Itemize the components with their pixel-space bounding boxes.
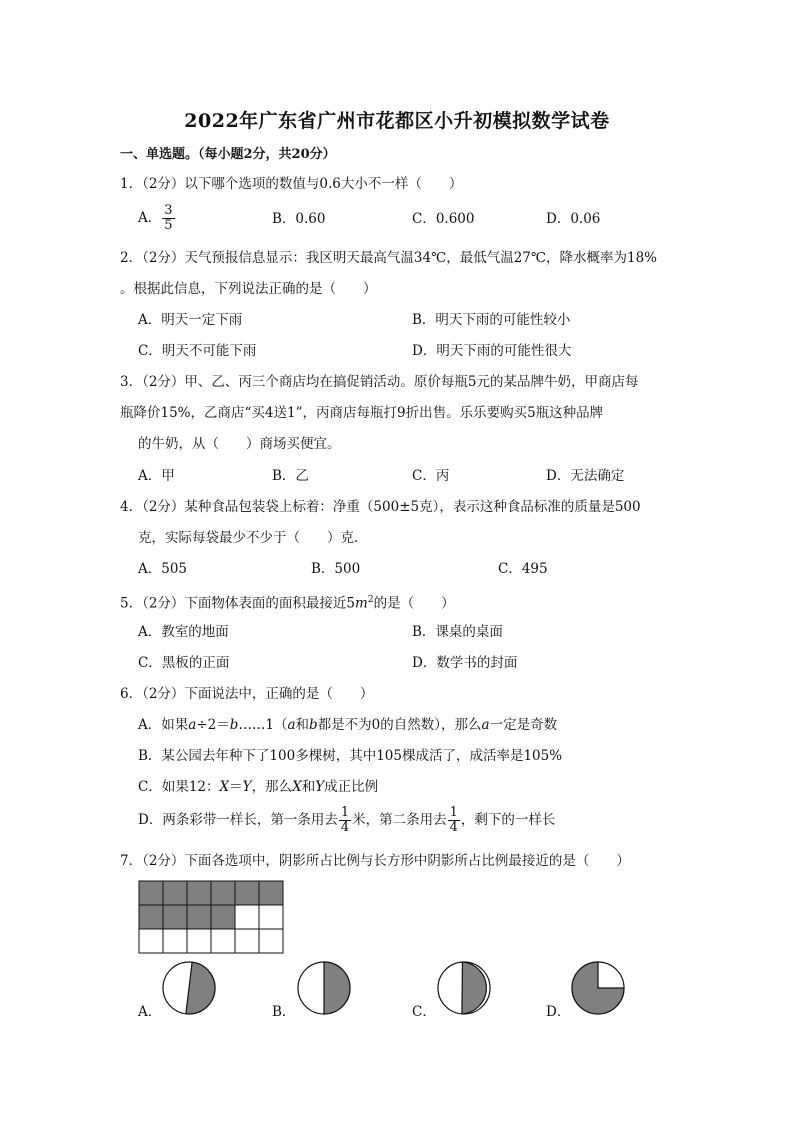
grid-cell-shaded — [163, 905, 187, 929]
grid-cell — [235, 905, 259, 929]
grid-cell — [139, 929, 163, 953]
grid-cell — [259, 905, 283, 929]
question-7-option-b[interactable]: B． — [272, 1004, 296, 1020]
shaded-rectangle-grid — [138, 880, 284, 954]
question-2-stem-cont: 。根据此信息，下列说法正确的是（ ） — [120, 281, 377, 297]
grid-cell-shaded — [163, 881, 187, 905]
pie-option-b[interactable] — [296, 960, 352, 1016]
grid-cell-shaded — [211, 881, 235, 905]
fraction: $\frac{3}{5}$ — [164, 203, 173, 233]
grid-cell — [187, 929, 211, 953]
grid-cell-shaded — [211, 905, 235, 929]
question-7-option-c[interactable]: C． — [412, 1004, 436, 1020]
pie-option-a[interactable] — [161, 960, 217, 1016]
grid-cell — [163, 929, 187, 953]
grid-cell-shaded — [259, 881, 283, 905]
question-1-option-a[interactable]: A． $\frac{3}{5}$ — [138, 203, 173, 233]
grid-cell — [235, 929, 259, 953]
grid-cell-shaded — [139, 905, 163, 929]
question-6-option-a[interactable]: A．如果a÷2＝b……1（a和b都是不为0的自然数），那么a一定是奇数 — [138, 717, 558, 733]
question-6-option-c[interactable]: C．如果12：X＝Y，那么X和Y成正比例 — [138, 779, 379, 795]
question-3-option-b[interactable]: B．乙 — [272, 468, 309, 484]
question-3-stem-cont2: 的牛奶，从（ ）商场买便宜。 — [138, 436, 341, 452]
question-1-option-b[interactable]: B．0.60 — [272, 211, 326, 227]
fraction: $\frac{1}{4}$ — [340, 805, 350, 835]
pie-option-c[interactable] — [436, 960, 492, 1016]
question-2-option-c[interactable]: C．明天不可能下雨 — [138, 343, 257, 359]
question-4-stem-cont: 克，实际每袋最少不少于（ ）克． — [138, 530, 368, 546]
grid-cell — [211, 929, 235, 953]
question-5-stem: 5．（2分）下面物体表面的面积最接近$5m^2$的是（ ） — [120, 595, 455, 612]
question-5-option-d[interactable]: D．数学书的封面 — [412, 655, 518, 671]
question-3-stem-cont: 瓶降价15%，乙商店“买4送1”，丙商店每瓶打9折出售。乐乐要购买5瓶这种品牌 — [120, 405, 604, 421]
page-title: 2022年广东省广州市花都区小升初模拟数学试卷 — [184, 110, 610, 132]
question-7-option-d[interactable]: D． — [546, 1004, 571, 1020]
question-3-stem: 3．（2分）甲、乙、丙三个商店均在搞促销活动。原价每瓶5元的某品牌牛奶，甲商店每 — [120, 374, 639, 390]
question-5-option-c[interactable]: C．黑板的正面 — [138, 655, 230, 671]
pie-shaded-sector — [324, 962, 350, 1014]
question-5-option-a[interactable]: A．教室的地面 — [138, 624, 229, 640]
question-7-stem: 7．（2分）下面各选项中，阴影所占比例与长方形中阴影所占比例最接近的是（ ） — [120, 853, 630, 869]
question-6-stem: 6．（2分）下面说法中，正确的是（ ） — [120, 686, 374, 702]
question-3-option-d[interactable]: D．无法确定 — [546, 468, 625, 484]
question-4-option-b[interactable]: B．500 — [311, 561, 361, 577]
grid-cell-shaded — [235, 881, 259, 905]
question-3-option-c[interactable]: C．丙 — [412, 468, 450, 484]
question-1-stem: 1．（2分）以下哪个选项的数值与0.6大小不一样（ ） — [120, 176, 463, 192]
question-6-option-b[interactable]: B．某公园去年种下了100多棵树，其中105棵成活了，成活率是105% — [138, 748, 563, 764]
question-7-option-a[interactable]: A． — [138, 1004, 162, 1020]
question-5-option-b[interactable]: B．课桌的桌面 — [412, 624, 503, 640]
pie-option-d[interactable] — [570, 960, 626, 1016]
section-heading: 一、单选题。（每小题2分，共20分） — [120, 147, 336, 162]
grid-cell-shaded — [139, 881, 163, 905]
fraction: $\frac{1}{4}$ — [449, 805, 458, 835]
question-2-stem: 2．（2分）天气预报信息显示：我区明天最高气温34℃，最低气温27℃，降水概率为18% — [120, 250, 657, 266]
question-6-option-d[interactable]: D．两条彩带一样长，第一条用去 $\frac{1}{4}$ 米，第二条用去 $\frac{1}{4}$ ，剩下的一样长 — [138, 805, 556, 835]
question-4-option-c[interactable]: C．495 — [498, 561, 548, 577]
question-1-option-c[interactable]: C．0.600 — [412, 211, 475, 227]
question-2-option-b[interactable]: B．明天下雨的可能性较小 — [412, 312, 571, 328]
question-4-option-a[interactable]: A．505 — [138, 561, 188, 577]
question-3-option-a[interactable]: A．甲 — [138, 468, 175, 484]
question-2-option-a[interactable]: A．明天一定下雨 — [138, 312, 243, 328]
question-1-option-d[interactable]: D．0.06 — [546, 211, 601, 227]
question-2-option-d[interactable]: D．明天下雨的可能性很大 — [412, 343, 572, 359]
question-4-stem: 4．（2分）某种食品包装袋上标着：净重（500±5克），表示这种食品标准的质量是500 — [120, 499, 641, 515]
grid-cell — [259, 929, 283, 953]
grid-cell-shaded — [187, 881, 211, 905]
grid-cell-shaded — [187, 905, 211, 929]
